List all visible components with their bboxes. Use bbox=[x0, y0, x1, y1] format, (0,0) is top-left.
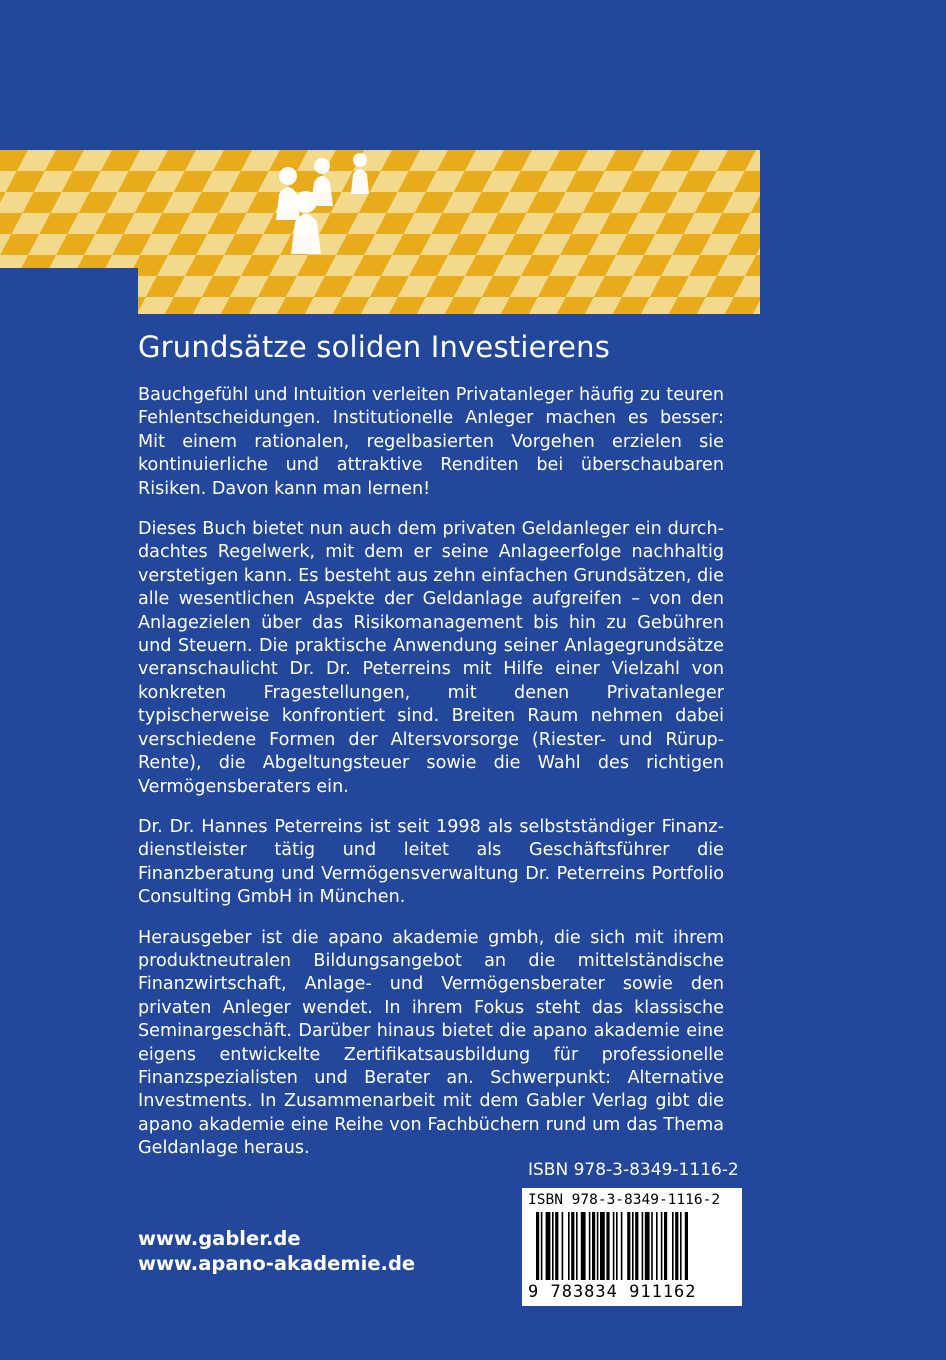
barcode bbox=[522, 1188, 742, 1306]
barcode-bars-icon bbox=[536, 1212, 732, 1280]
description-text bbox=[138, 384, 724, 1178]
link-apano[interactable]: www.apano-akademie.de bbox=[138, 1252, 416, 1275]
paragraph-publisher: Herausgeber ist die apano akademie gmbh, die sich mit ihrem produktneutralen Bildungsangebot an die mittelständische Finanzwirtschaft, Anlage- und Vermögensberater sowie den privaten Anleger wendet. In ihrem Fokus steht das klassische Seminargeschäft. Darüber hinaus bietet die apano akademie eine eigens entwickelte Zertifikatsausbildung für professionelle Finanzspezialisten und Berater an. Schwerpunkt: Alternative Investments. In Zusammenarbeit mit dem Gabler Verlag gibt die apano akademie eine Reihe von Fachbüchern rund um das Thema Geldanlage heraus. bbox=[138, 927, 724, 1159]
isbn-label: ISBN 978-3-8349-1116-2 bbox=[528, 1160, 739, 1180]
chessboard-pawns-icon bbox=[0, 150, 946, 320]
paragraph-author: Dr. Dr. Hannes Peterreins ist seit 1998 als selbstständiger Finanzdienstleister tätig und leitet als Geschäftsführer die Finanzberatung und Vermögensverwaltung Dr. Peterreins Portfolio Consulting GmbH in München. bbox=[138, 816, 724, 908]
barcode-digits: 9 783834 911162 bbox=[528, 1282, 697, 1302]
website-links bbox=[138, 1226, 415, 1276]
paragraph-book: Dieses Buch bietet nun auch dem privaten Geldanleger ein durchdachtes Regelwerk, mit dem er seine Anlageerfolge nachhaltig verstetigen kann. Es besteht aus zehn einfachen Grundsätzen, die alle wesentlichen Aspekte der Geldanlage aufgreifen – von den Anlagezielen über das Risikomanagement bis hin zu Gebühren und Steuern. Die praktische Anwendung seiner Anlagegrundsätze veranschaulicht Dr. Dr. Peterreins mit Hilfe einer Vielzahl von konkreten Fragestellungen, mit denen Privatanleger typischerweise konfrontiert sind. Breiten Raum nehmen dabei verschiedene Formen der Altersvorsorge (Riester- und Rürup-Rente), die Abgeltungsteuer sowie die Wahl des richtigen Vermögensberaters ein. bbox=[138, 519, 724, 797]
page-title: Grundsätze soliden Investierens bbox=[138, 330, 611, 364]
link-gabler[interactable]: www.gabler.de bbox=[138, 1227, 301, 1250]
barcode-isbn-text: ISBN 978-3-8349-1116-2 bbox=[528, 1192, 721, 1208]
paragraph-intro: Bauchgefühl und Intuition verleiten Privatanleger häufig zu teuren Fehlentscheidungen. Institutionelle Anleger machen es besser: Mit einem rationalen, regelbasierten Vorgehen erzielen sie kontinuierliche und attraktive Renditen bei überschaubaren Risiken. Davon kann man lernen! bbox=[138, 385, 724, 499]
